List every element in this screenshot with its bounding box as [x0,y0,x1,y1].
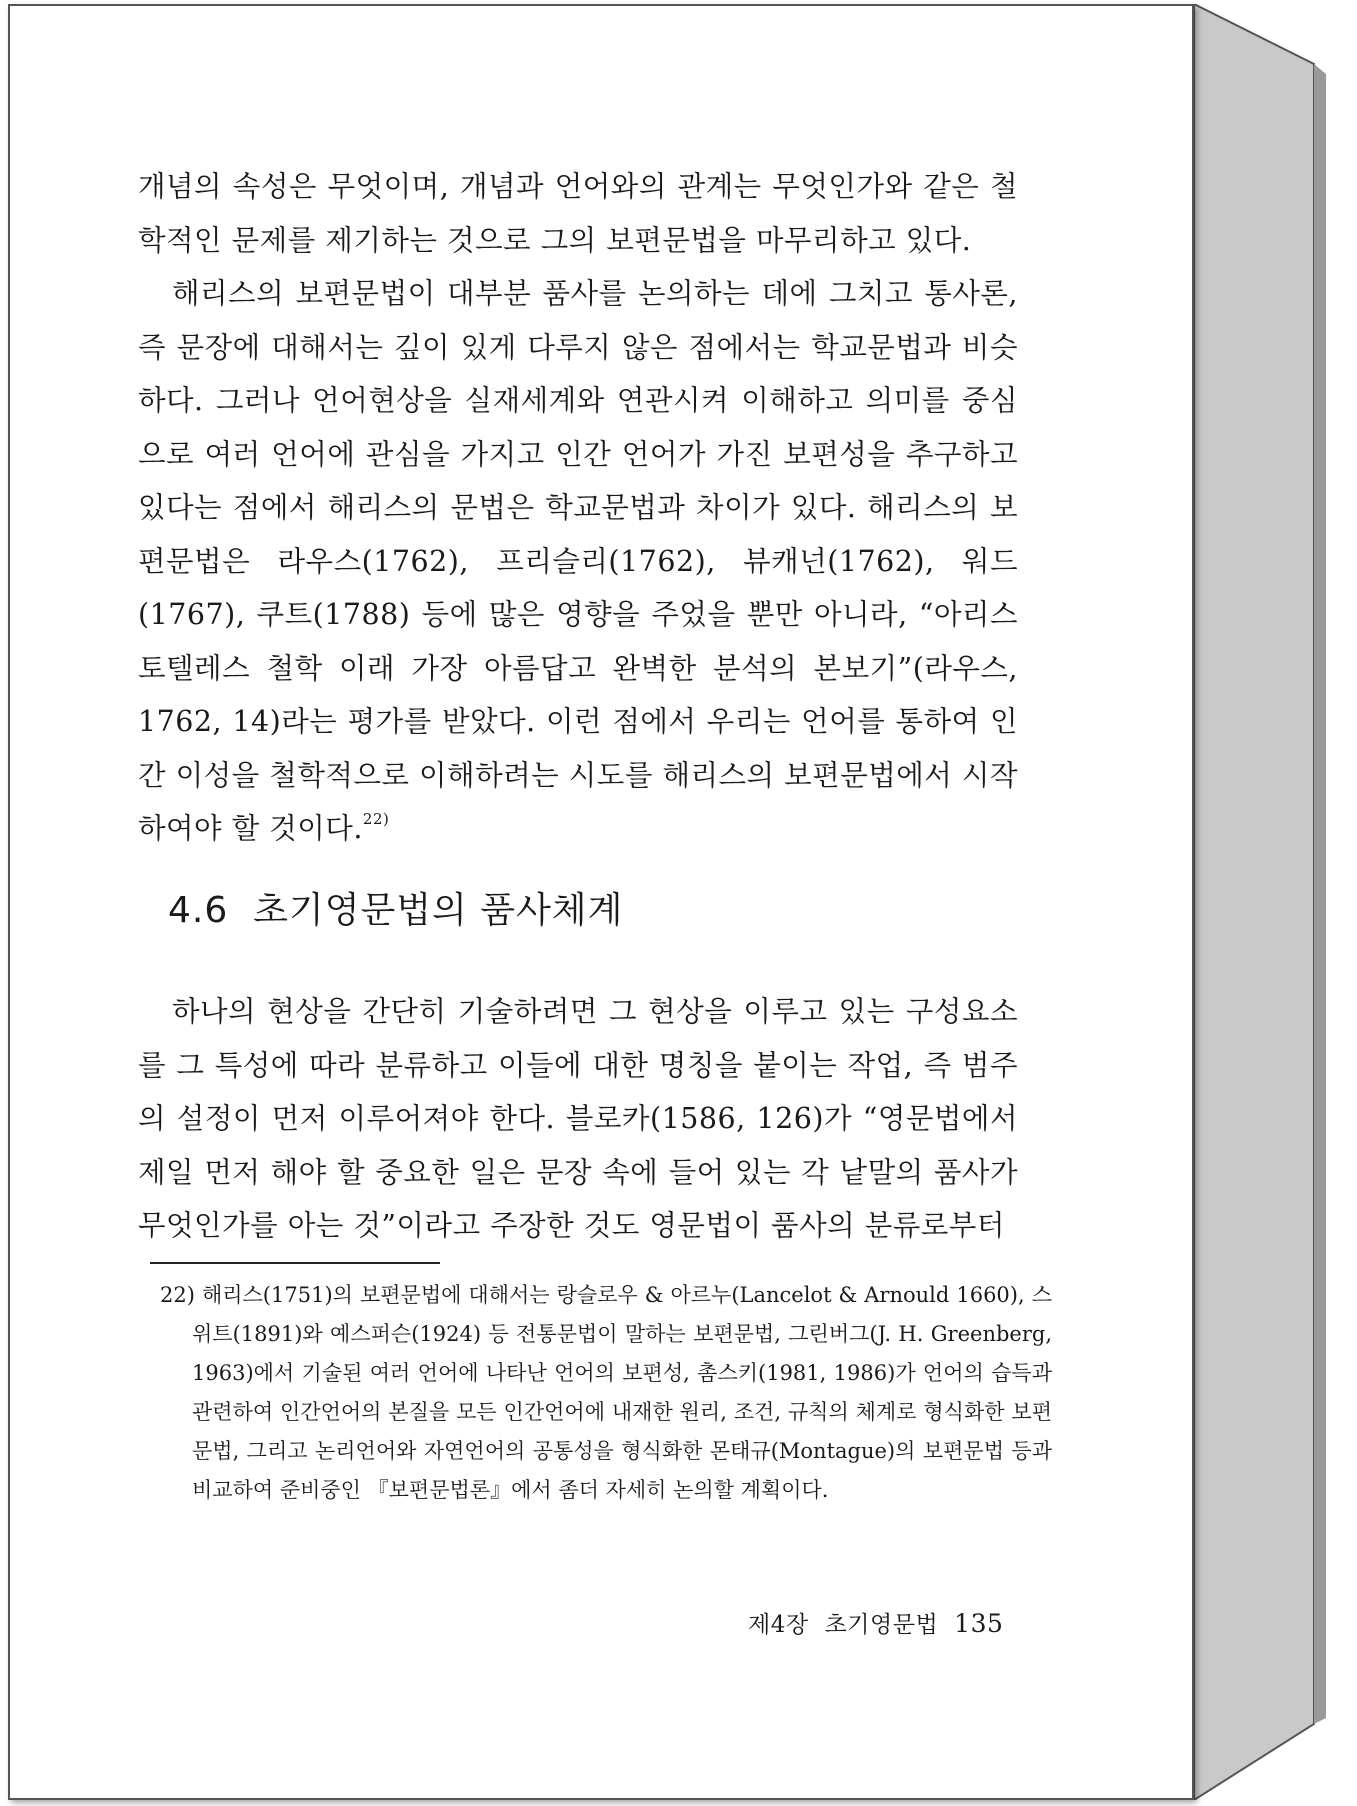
section-title: 초기영문법의 품사체계 [253,890,624,931]
footnote-label: 22) [160,1283,195,1307]
footnote-reference[interactable]: 22) [362,810,390,828]
page-number: 135 [954,1609,1004,1638]
footer-chapter: 제4장 [748,1612,809,1638]
paragraph-harris-grammar [138,267,1018,856]
section-heading [168,882,623,933]
running-footer [748,1606,1003,1639]
footnote-divider [150,1262,440,1264]
paragraph-parts-of-speech: 하나의 현상을 간단히 기술하려면 그 현상을 이루고 있는 구성요소를 그 특성에 따라 분류하고 이들에 대한 명칭을 붙이는 작업, 즉 범주의 설정이 먼저 이루어져야 한다. 블로카(1586, 126)가 “영문법에서 제일 먼저 해야 할 중요한 일은 문장 속에 들어 있는 각 낱말의 품사가 무엇인가를 아는 것”이라고 주장한 것도 영문법이 품사의 분류로부터 [138,995,1018,1242]
spine-shadow [1314,64,1326,1724]
footer-chapter-title: 초기영문법 [824,1612,939,1638]
footnote [160,1276,1052,1510]
paragraph-harris-text: 해리스의 보편문법이 대부분 품사를 논의하는 데에 그치고 통사론, 즉 문장에 대해서는 깊이 있게 다루지 않은 점에서는 학교문법과 비슷하다. 그러나 언어현상을 실재세계와 연관시켜 이해하고 의미를 중심으로 여러 언어에 관심을 가지고 인간 언어가 가진 보편성을 추구하고 있다는 점에서 해리스의 문법은 학교문법과 차이가 있다. 해리스의 보편문법은 라우스(1762), 프리슬리(1762), 뷰캐넌(1762), 워드(1767), 쿠트(1788) 등에 많은 영향을 주었을 뿐만 아니라, “아리스토텔레스 철학 이래 가장 아름답고 완벽한 분석의 본보기”(라우스, 1762, 14)라는 평가를 받았다. 이런 점에서 우리는 언어를 통하여 인간 이성을 철학적으로 이해하려는 시도를 해리스의 보편문법에서 시작하여야 할 것이다. [138,277,1018,845]
book-spine [1194,4,1332,1800]
section-number: 4.6 [168,890,229,931]
body-text-top [138,160,1018,856]
spine-face [1194,4,1314,1800]
paragraph-continuation: 개념의 속성은 무엇이며, 개념과 언어와의 관계는 무엇인가와 같은 철학적인 문제를 제기하는 것으로 그의 보편문법을 마무리하고 있다. [138,170,1018,257]
body-text-section [138,985,1018,1253]
footnote-text: 해리스(1751)의 보편문법에 대해서는 랑슬로우 & 아르누(Lancelot & Arnould 1660), 스위트(1891)와 예스퍼슨(1924) 등 전통문법이 말하는 보편문법, 그린버그(J. H. Greenberg, 1963)에서 기술된 여러 언어에 나타난 언어의 보편성, 촘스키(1981, 1986)가 언어의 습득과 관련하여 인간언어의 본질을 모든 인간언어에 내재한 원리, 조건, 규칙의 체계로 형식화한 보편문법, 그리고 논리언어와 자연언어의 공통성을 형식화한 몬태규(Montague)의 보편문법 등과 비교하여 준비중인 『보편문법론』에서 좀더 자세히 논의할 계획이다. [192,1283,1052,1502]
